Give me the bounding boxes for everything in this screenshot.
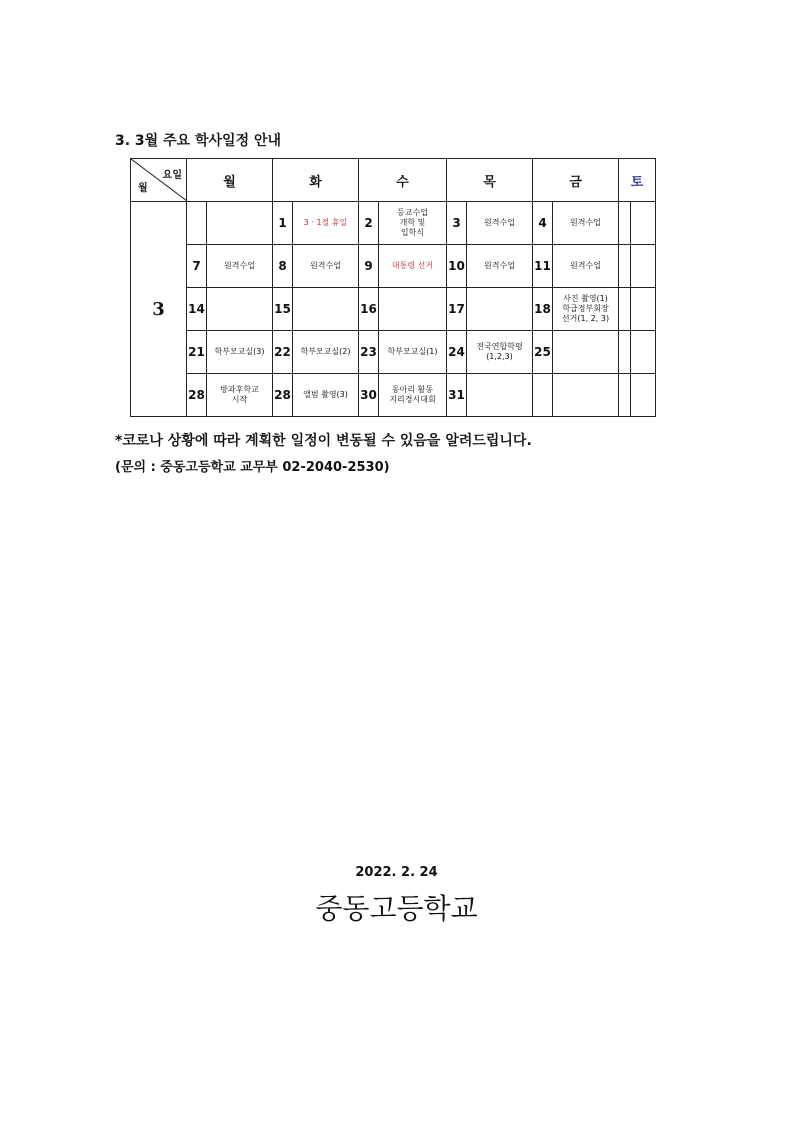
- saturday-event-cell: [631, 331, 656, 374]
- saturday-number-cell: [619, 331, 631, 374]
- date-number: 18: [533, 288, 553, 331]
- week-row: [131, 288, 656, 331]
- month-cell: 3: [131, 202, 187, 417]
- saturday-event-cell: [631, 288, 656, 331]
- day-header-sat: 토: [619, 159, 656, 202]
- date-number: 31: [447, 374, 467, 417]
- event-cell: 앨범 촬영(3): [293, 374, 359, 417]
- date-number: 21: [187, 331, 207, 374]
- saturday-number-cell: [619, 288, 631, 331]
- weekday-corner-label: 요일: [162, 170, 182, 181]
- event-cell: 전국연합학평 (1,2,3): [467, 331, 533, 374]
- corner-cell: [131, 159, 187, 202]
- event-cell: 대통령 선거: [379, 245, 447, 288]
- date-number: 22: [273, 331, 293, 374]
- event-cell: 학부모교실(2): [293, 331, 359, 374]
- schedule-table: [130, 158, 656, 417]
- event-cell: 3 · 1절 휴일: [293, 202, 359, 245]
- event-cell: 학부모교실(3): [207, 331, 273, 374]
- date-number: 16: [359, 288, 379, 331]
- event-cell: [207, 202, 273, 245]
- event-cell: [467, 374, 533, 417]
- event-cell: 학부모교실(1): [379, 331, 447, 374]
- date-number: 25: [533, 331, 553, 374]
- event-cell: 동아리 활동 지리경시대회: [379, 374, 447, 417]
- saturday-number-cell: [619, 202, 631, 245]
- event-cell: 원격수업: [553, 245, 619, 288]
- day-header-wed: 수: [359, 159, 447, 202]
- date-number: 3: [447, 202, 467, 245]
- event-cell: 원격수업: [467, 202, 533, 245]
- date-number: 28: [273, 374, 293, 417]
- date-number: 17: [447, 288, 467, 331]
- date-number: 10: [447, 245, 467, 288]
- event-cell: [467, 288, 533, 331]
- week-row: [131, 245, 656, 288]
- date-number: 28: [187, 374, 207, 417]
- event-cell: 등교수업 개학 및 입학식: [379, 202, 447, 245]
- week-row: [131, 374, 656, 417]
- event-cell: [293, 288, 359, 331]
- saturday-event-cell: [631, 202, 656, 245]
- date-number: 15: [273, 288, 293, 331]
- event-cell: 원격수업: [467, 245, 533, 288]
- date-number: 8: [273, 245, 293, 288]
- table-header-row: [131, 159, 656, 202]
- event-cell: 방과후학교 시작: [207, 374, 273, 417]
- saturday-number-cell: [619, 245, 631, 288]
- week-row: [131, 202, 656, 245]
- document-date: 2022. 2. 24: [355, 865, 438, 880]
- day-header-fri: 금: [533, 159, 619, 202]
- day-header-mon: 월: [187, 159, 273, 202]
- week-row: [131, 331, 656, 374]
- event-cell: 원격수업: [553, 202, 619, 245]
- date-number: 1: [273, 202, 293, 245]
- event-cell: 원격수업: [207, 245, 273, 288]
- date-number: 2: [359, 202, 379, 245]
- saturday-number-cell: [619, 374, 631, 417]
- date-number: [533, 374, 553, 417]
- saturday-event-cell: [631, 374, 656, 417]
- date-number: 30: [359, 374, 379, 417]
- date-number: 7: [187, 245, 207, 288]
- contact-info: (문의 : 중동고등학교 교무부 02-2040-2530): [115, 460, 390, 475]
- event-cell: 원격수업: [293, 245, 359, 288]
- event-cell: 사진 촬영(1) 학급경부회장 선거(1, 2, 3): [553, 288, 619, 331]
- school-name: 중동고등학교: [315, 892, 478, 925]
- saturday-event-cell: [631, 245, 656, 288]
- event-cell: [553, 331, 619, 374]
- date-number: 23: [359, 331, 379, 374]
- date-number: 9: [359, 245, 379, 288]
- date-number: 4: [533, 202, 553, 245]
- day-header-tue: 화: [273, 159, 359, 202]
- event-cell: [379, 288, 447, 331]
- date-number: [187, 202, 207, 245]
- covid-notice: *코로나 상황에 따라 계획한 일정이 변동될 수 있음을 알려드립니다.: [115, 433, 532, 449]
- month-corner-label: 월: [138, 183, 148, 194]
- section-heading: 3. 3월 주요 학사일정 안내: [115, 133, 282, 149]
- event-cell: [207, 288, 273, 331]
- day-header-thu: 목: [447, 159, 533, 202]
- event-cell: [553, 374, 619, 417]
- date-number: 24: [447, 331, 467, 374]
- date-number: 14: [187, 288, 207, 331]
- date-number: 11: [533, 245, 553, 288]
